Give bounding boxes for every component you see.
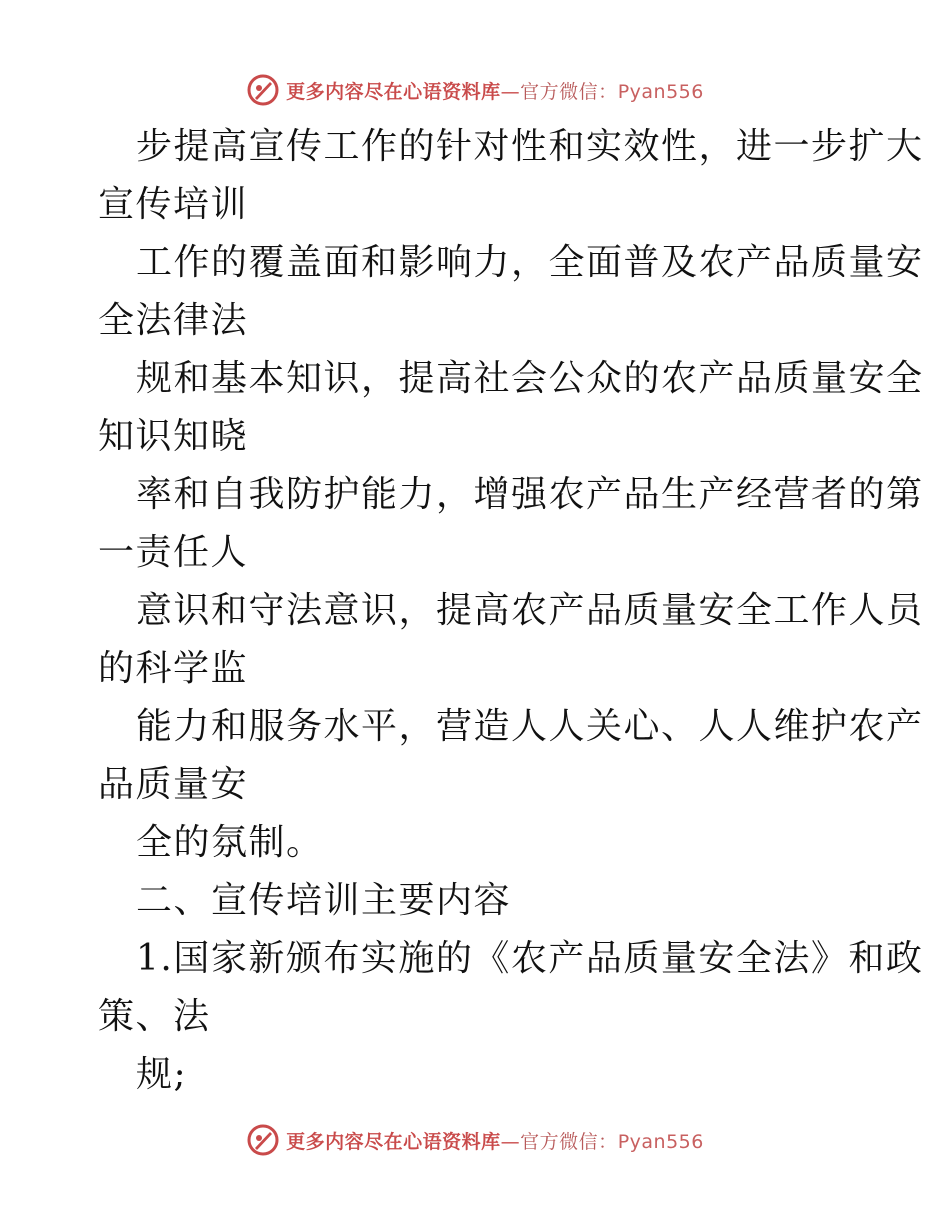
- watermark-dash: —: [500, 1130, 521, 1153]
- body-text-line: 一责任人: [98, 532, 249, 573]
- watermark-wechat-id: Pyan556: [617, 1130, 704, 1153]
- body-text-line: 率和自我防护能力，增强农产品生产经营者的第: [136, 474, 924, 515]
- watermark-wechat-label: 官方微信：: [520, 1130, 618, 1153]
- watermark-wechat-label: 官方微信：: [520, 80, 618, 103]
- watermark-site-text: 更多内容尽在心语资料库: [286, 80, 501, 103]
- body-text-line: 规;: [136, 1054, 188, 1095]
- watermark-text: [286, 77, 704, 104]
- watermark-site-text: 更多内容尽在心语资料库: [286, 1130, 501, 1153]
- watermark-text: [286, 1127, 704, 1154]
- body-text-line: 的科学监: [98, 648, 249, 689]
- watermark-wechat-id: Pyan556: [617, 80, 704, 103]
- document-body: [98, 118, 924, 1104]
- body-text-line: 知识知晓: [98, 416, 249, 457]
- body-text-line: 意识和守法意识，提高农产品质量安全工作人员: [136, 590, 924, 631]
- watermark-dash: —: [500, 80, 521, 103]
- body-text-line: 全的氛制。: [136, 822, 324, 863]
- body-text-line: 二、宣传培训主要内容: [136, 880, 512, 921]
- footer-watermark: [0, 1120, 950, 1160]
- quill-logo-icon: [246, 1123, 280, 1157]
- body-text-line: 能力和服务水平，营造人人关心、人人维护农产: [136, 706, 924, 747]
- body-text-line: 工作的覆盖面和影响力，全面普及农产品质量安: [136, 242, 924, 283]
- quill-logo-icon: [246, 73, 280, 107]
- body-text-line: 规和基本知识，提高社会公众的农产品质量安全: [136, 358, 924, 399]
- body-text-line: 步提高宣传工作的针对性和实效性，进一步扩大: [136, 126, 924, 167]
- body-text-line: 1.国家新颁布实施的《农产品质量安全法》和政: [136, 938, 924, 979]
- body-text-line: 策、法: [98, 996, 211, 1037]
- body-text-line: 宣传培训: [98, 184, 249, 225]
- body-text-line: 全法律法: [98, 300, 249, 341]
- body-text-line: 品质量安: [98, 764, 249, 805]
- header-watermark: [0, 70, 950, 110]
